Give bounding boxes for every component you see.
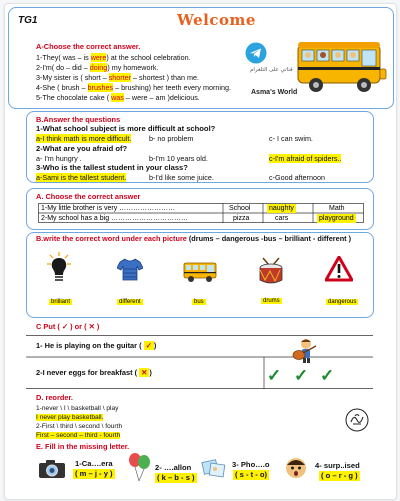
table-row-2-option-3: playground bbox=[319, 214, 354, 222]
surprised-face-icon bbox=[284, 455, 308, 481]
table-row-1-option-3: Math bbox=[329, 204, 345, 212]
reorder-answer-2: First – second – third - fourth bbox=[36, 432, 121, 439]
sentence-5: 5-The chocolate cake ( was – were – am )delicious. bbox=[36, 93, 200, 102]
fill-letters-4: ( o – r - g ) bbox=[321, 471, 358, 480]
telegram-icon bbox=[245, 42, 267, 64]
sentence-2: 2-I'm( do – did – doing) my homework. bbox=[36, 63, 159, 72]
reorder-line-2: 2-First \ third \ second \ fourth bbox=[36, 423, 123, 430]
fill-letters-3: ( s - t - o) bbox=[235, 470, 268, 479]
green-check-1: ✓ bbox=[267, 366, 282, 385]
logo-text: قناتي على التلغرام bbox=[250, 67, 293, 73]
logo-caption: Asma's World bbox=[251, 89, 298, 96]
green-check-2: ✓ bbox=[294, 366, 309, 385]
balloons-icon bbox=[127, 452, 151, 482]
warning-sign-icon bbox=[325, 256, 353, 282]
q2-option-b: b-I'm 10 years old. bbox=[149, 154, 208, 163]
picture-label-1: brilliant bbox=[51, 299, 71, 305]
worksheet-page bbox=[4, 3, 397, 500]
q3-option-c: c-Good afternoon bbox=[269, 173, 325, 182]
table-row-2-option-1: pizza bbox=[233, 214, 250, 222]
school-bus-illustration bbox=[296, 39, 390, 97]
section-a2-heading: A. Choose the correct answer bbox=[36, 192, 141, 201]
page-title: Welcome bbox=[177, 11, 256, 29]
section-words-heading: B.write the correct word under each picture (drums – dangerous -bus – brilliant - different ) bbox=[36, 234, 352, 243]
q1-option-c: c- I can swim. bbox=[269, 134, 313, 143]
drum-icon bbox=[259, 256, 283, 286]
fill-word-3: 3- Pho….o bbox=[232, 460, 270, 469]
q2-option-a: a- I'm hungry . bbox=[36, 154, 82, 163]
table-row-1-question: 1-My little brother is very …………………… bbox=[41, 204, 176, 212]
picture-label-5: dangerous bbox=[328, 299, 357, 305]
table-row-1-option-1: School bbox=[229, 204, 251, 212]
section-b-heading: B.Answer the questions bbox=[36, 115, 121, 124]
guitar-kid-icon bbox=[289, 338, 317, 364]
reorder-line-1: 1-never \ I \ basketball \ play bbox=[36, 405, 119, 412]
bus-icon bbox=[183, 260, 217, 284]
statement-2: 2-I never eggs for breakfast ( ✕ ) bbox=[36, 368, 152, 377]
calligraphy-seal-icon bbox=[345, 408, 369, 432]
picture-label-3: bus bbox=[194, 299, 204, 305]
table-row-2-option-2: cars bbox=[275, 214, 289, 222]
q1-option-a: a-I think math is more difficult. bbox=[36, 134, 132, 143]
worksheet-code: TG1 bbox=[18, 15, 38, 26]
fill-word-2: 2- ….allon bbox=[155, 463, 192, 472]
camera-icon bbox=[38, 459, 66, 479]
q2-option-c: c-I'm afraid of spiders.. bbox=[269, 154, 342, 163]
sentence-4: 4-She ( brush – brushes – brushing) her teeth every morning. bbox=[36, 83, 231, 92]
q3-option-a: a-Sami is the tallest student. bbox=[36, 173, 127, 182]
table-row-2-question: 2-My school has a big …………………………… bbox=[41, 214, 189, 222]
question-1: 1-What school subject is more difficult at school? bbox=[36, 124, 216, 133]
question-3: 3-Who is the tallest student in your class? bbox=[36, 163, 188, 172]
fill-letters-1: ( m – j - y ) bbox=[75, 469, 113, 478]
reorder-answer-1: I never play basketball. bbox=[36, 414, 104, 421]
section-a-heading: A-Choose the correct answer. bbox=[36, 42, 141, 51]
fill-word-1: 1-Ca….era bbox=[75, 459, 113, 468]
section-e-heading: E. Fill in the missing letter. bbox=[36, 442, 130, 451]
section-c-heading: C Put ( ✓ ) or ( ✕ ) bbox=[36, 322, 100, 331]
sentence-3: 3-My sister is ( short – shorter – shortest ) than me. bbox=[36, 73, 199, 82]
lightbulb-icon bbox=[47, 252, 71, 286]
picture-label-4: drums bbox=[263, 298, 280, 304]
fill-word-4: 4- surp..ised bbox=[315, 461, 360, 470]
table-row-1-option-2: naughty bbox=[269, 204, 294, 212]
question-2: 2-What are you afraid of? bbox=[36, 144, 128, 153]
green-check-3: ✓ bbox=[320, 366, 335, 385]
sentence-1: 1-They( was – is were) at the school celebration. bbox=[36, 53, 191, 62]
statement-1: 1- He is playing on the guitar ( ✓ ) bbox=[36, 341, 157, 350]
shirts-icon bbox=[117, 257, 143, 281]
q3-option-b: b-I'd like some juice. bbox=[149, 173, 214, 182]
photos-icon bbox=[201, 455, 227, 481]
q1-option-b: b- no problem bbox=[149, 134, 194, 143]
section-d-heading: D. reorder. bbox=[36, 393, 73, 402]
fill-letters-2: ( k – b - s ) bbox=[157, 473, 195, 482]
picture-label-2: different bbox=[119, 299, 141, 305]
